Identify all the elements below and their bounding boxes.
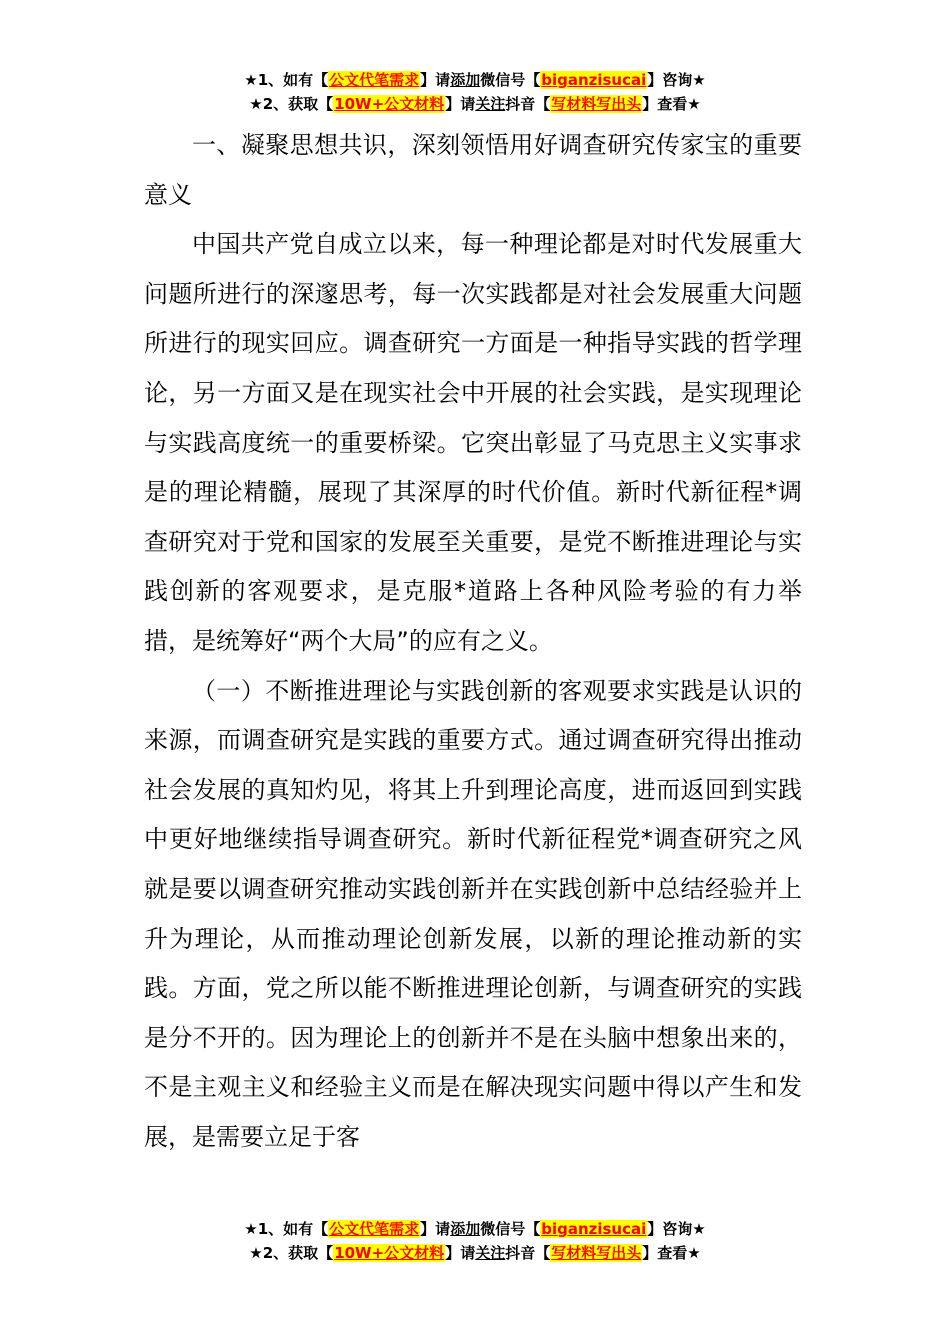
banner-highlight: 公文代笔需求 — [329, 1220, 420, 1238]
banner-text: 微信号【 — [480, 1220, 541, 1238]
header-banner — [0, 68, 950, 116]
banner-text: 抖音【 — [505, 1244, 551, 1262]
banner-underline: 关注 — [475, 95, 506, 113]
banner-wechat-id: biganzisucai — [541, 1220, 647, 1238]
banner-line-1 — [0, 1217, 950, 1241]
banner-underline: 添加 — [450, 71, 481, 89]
banner-text: 抖音【 — [505, 95, 551, 113]
banner-line-1 — [0, 68, 950, 92]
banner-text: 】查看★ — [642, 1244, 701, 1262]
banner-text: 】请 — [420, 71, 451, 89]
banner-text: 】请 — [445, 95, 476, 113]
banner-highlight: 10W+公文材料 — [334, 95, 445, 113]
paragraph-2: （一）不断推进理论与实践创新的客观要求实践是认识的来源，而调查研究是实践的重要方式。通过调查研究得出推动社会发展的真知灼见，将其上升到理论高度，进而返回到实践中更好地继续指导调查研究。新时代新征程党*调查研究之风就是要以调查研究推动实践创新并在实践创新中总结经验并上升为理论，从而推动理论创新发展，以新的理论推动新的实践。方面，党之所以能不断推进理论创新，与调查研究的实践是分不开的。因为理论上的创新并不是在头脑中想象出来的，不是主观主义和经验主义而是在解决现实问题中得以产生和发展，是需要立足于客 — [144, 676, 802, 1151]
paragraph-1: 中国共产党自成立以来，每一种理论都是对时代发展重大问题所进行的深邃思考，每一次实践都是对社会发展重大问题所进行的现实回应。调查研究一方面是一种指导实践的哲学理论，另一方面又是在现实社会中开展的社会实践，是实现理论与实践高度统一的重要桥梁。它突出彰显了马克思主义实事求是的理论精髓，展现了其深厚的时代价值。新时代新征程*调查研究对于党和国家的发展至关重要，是党不断推进理论与实践创新的客观要求，是克服*道路上各种风险考验的有力举措，是统筹好“两个大局”的应有之义。 — [144, 230, 802, 655]
banner-text: 】查看★ — [642, 95, 701, 113]
banner-text: 】请 — [420, 1220, 451, 1238]
banner-highlight: 公文代笔需求 — [329, 71, 420, 89]
banner-text: ★2、获取【 — [249, 1244, 334, 1262]
banner-text: 微信号【 — [480, 71, 541, 89]
banner-underline: 关注 — [475, 1244, 506, 1262]
banner-text: ★1、如有【 — [244, 71, 329, 89]
banner-text: 】咨询★ — [647, 1220, 706, 1238]
banner-wechat-id: biganzisucai — [541, 71, 647, 89]
footer-banner — [0, 1217, 950, 1265]
banner-underline: 添加 — [450, 1220, 481, 1238]
banner-highlight: 写材料写出头 — [551, 95, 642, 113]
banner-text: 】咨询★ — [647, 71, 706, 89]
banner-text: ★1、如有【 — [244, 1220, 329, 1238]
section-heading: 一、凝聚思想共识，深刻领悟用好调查研究传家宝的重要意义 — [144, 131, 802, 209]
document-body — [144, 121, 802, 1162]
banner-highlight: 写材料写出头 — [551, 1244, 642, 1262]
banner-line-2 — [0, 92, 950, 116]
banner-text: 】请 — [445, 1244, 476, 1262]
banner-text: ★2、获取【 — [249, 95, 334, 113]
banner-line-2 — [0, 1241, 950, 1265]
banner-highlight: 10W+公文材料 — [334, 1244, 445, 1262]
